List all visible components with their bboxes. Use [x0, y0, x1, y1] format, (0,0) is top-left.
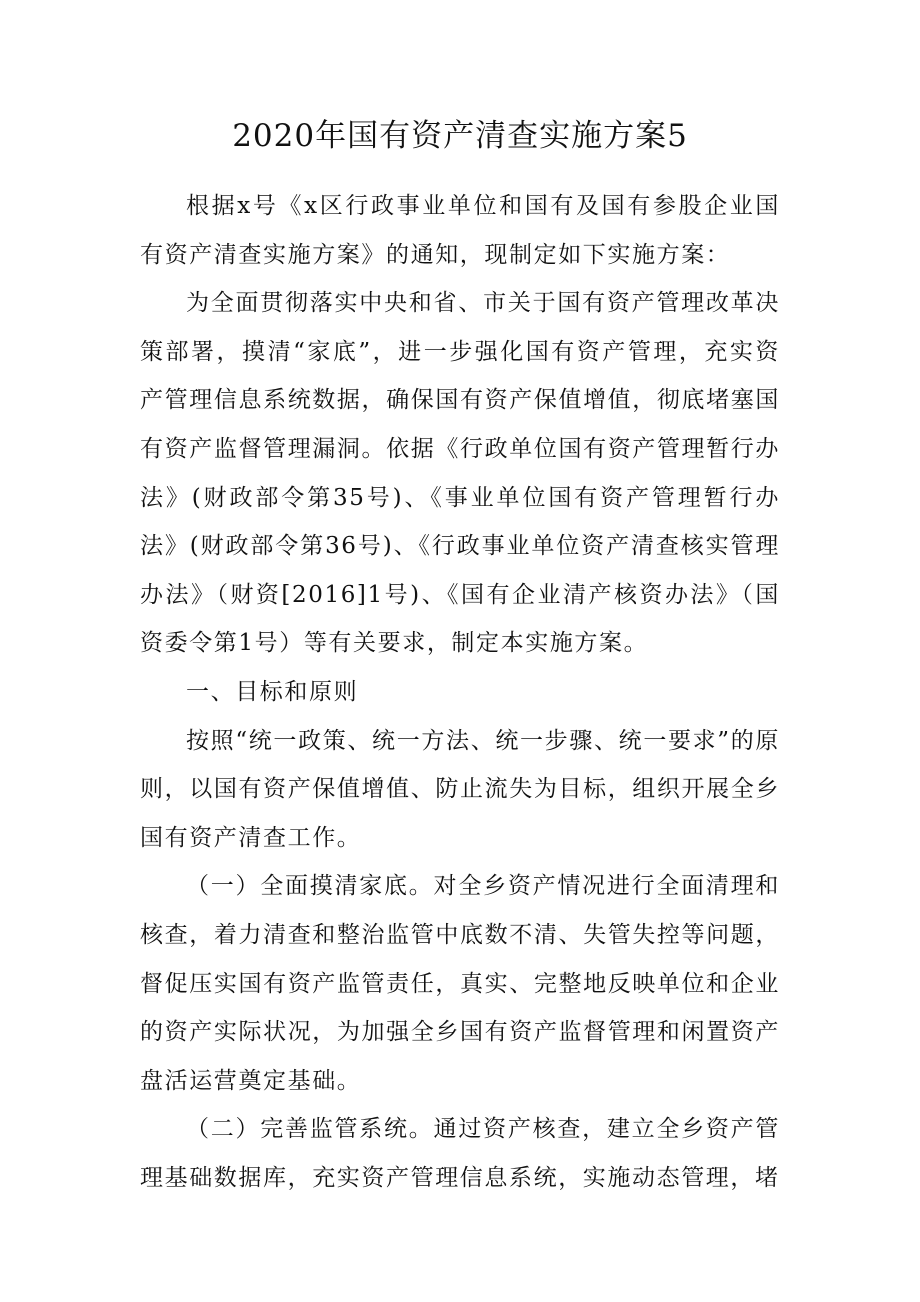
document-body [140, 182, 780, 1202]
section-heading-goals: 一、目标和原则 [186, 678, 359, 705]
document-title: 2020年国有资产清查实施方案5 [232, 118, 688, 154]
paragraph-item-2: （二）完善监管系统。通过资产核查，建立全乡资产管理基础数据库，充实资产管理信息系统，实施动态管理，堵 [140, 1116, 780, 1191]
paragraph-item-1: （一）全面摸清家底。对全乡资产情况进行全面清理和核查，着力清查和整治监管中底数不清、失管失控等问题，督促压实国有资产监管责任，真实、完整地反映单位和企业的资产实际状况，为加强全乡国有资产监督管理和闲置资产盘活运营奠定基础。 [140, 873, 780, 1094]
paragraph-purpose: 为全面贯彻落实中央和省、市关于国有资产管理改革决策部署，摸清“家底”，进一步强化国有资产管理，充实资产管理信息系统数据，确保国有资产保值增值，彻底堵塞国有资产监督管理漏洞。依据《行政单位国有资产管理暂行办法》(财政部令第35号)、《事业单位国有资产管理暂行办法》(财政部令第36号)、《行政事业单位资产清查核实管理办法》（财资[2016]1号)、《国有企业清产核资办法》（国资委令第1号）等有关要求，制定本实施方案。 [140, 290, 780, 657]
paragraph-principle: 按照“统一政策、统一方法、统一步骤、统一要求”的原则，以国有资产保值增值、防止流失为目标，组织开展全乡国有资产清查工作。 [140, 727, 780, 851]
paragraph-intro: 根据x号《x区行政事业单位和国有及国有参股企业国有资产清查实施方案》的通知，现制定如下实施方案： [140, 193, 780, 268]
